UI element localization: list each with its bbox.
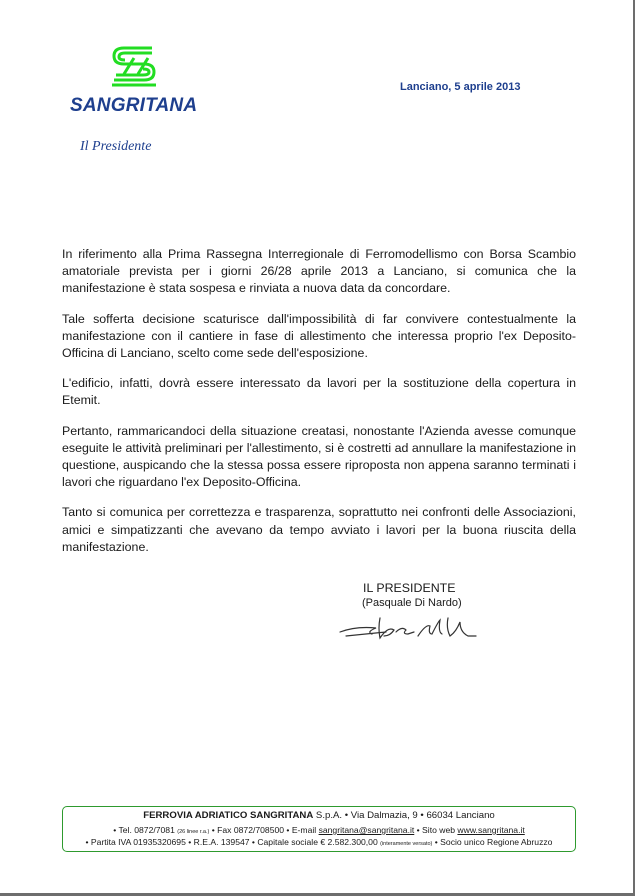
footer-address: S.p.A. • Via Dalmazia, 9 • 66034 Lanciano — [313, 810, 495, 821]
footer-site-label: • Sito web — [416, 825, 456, 835]
footer-company: FERROVIA ADRIATICO SANGRITANA — [143, 810, 314, 821]
signoff-block — [362, 581, 462, 611]
footer-piva: • Partita IVA 01935320695 • R.E.A. 139547 • Capitale sociale € 2.582.300,00 — [85, 837, 378, 847]
president-heading: Il Presidente — [80, 139, 152, 154]
footer-tel: • Tel. 0872/7081 — [113, 825, 175, 835]
footer-tel-note: (26 linee r.a.) — [177, 829, 210, 835]
paragraph-3: L'edificio, infatti, dovrà essere interessato da lavori per la sostituzione della copertura in Etemit. — [62, 376, 576, 408]
paragraph-1: In riferimento alla Prima Rassegna Interregionale di Ferromodellismo con Borsa Scambio amatoriale prevista per i giorni 26/28 aprile 2013 a Lanciano, si comunica che la manifestazione è stata sospesa e rinviata a nuova data da concordare. — [62, 247, 576, 296]
brand-name: SANGRITANA — [70, 95, 198, 116]
letter-body — [62, 246, 576, 569]
footer-email-link[interactable]: sangritana@sangritana.it — [318, 825, 415, 835]
signoff-role: IL PRESIDENTE — [363, 581, 456, 595]
paragraph-4: Pertanto, rammaricandoci della situazione creatasi, nonostante l'Azienda avesse comunque eseguite le attività preliminari per l'allestimento, si è costretti ad annullare la manifestazione in questione, auspicando che la stessa possa essere riproposta non appena saranno terminati i lavori che riguardano l'ex Deposito-Officina. — [62, 423, 576, 490]
footer-line-1 — [63, 810, 575, 821]
footer-website-link[interactable]: www.sangritana.it — [457, 825, 525, 835]
letter-date: Lanciano, 5 aprile 2013 — [400, 81, 521, 93]
footer-line-2 — [63, 825, 575, 835]
paragraph-2: Tale sofferta decisione scaturisce dall'impossibilità di far convivere contestualmente la manifestazione con il cantiere in fase di allestimento che interessa proprio l'ex Deposito-Officina di Lanciano, scelto come sede dell'esposizione. — [62, 311, 576, 361]
footer-capital-note: (interamente versato) — [380, 841, 433, 847]
handwritten-signature — [336, 612, 481, 644]
footer-socio: • Socio unico Regione Abruzzo — [434, 837, 553, 847]
sangritana-logo-icon — [108, 44, 160, 90]
signoff-name: (Pasquale Di Nardo) — [362, 597, 462, 609]
footer-line-3 — [63, 837, 575, 847]
company-footer — [62, 806, 576, 852]
paragraph-5: Tanto si comunica per correttezza e trasparenza, soprattutto nei confronti delle Associazioni, amici e simpatizzanti che avevano da tempo avviato i lavori per la buona riuscita della manifestazione. — [62, 505, 576, 554]
footer-fax: • Fax 0872/708500 • E-mail — [211, 825, 317, 835]
